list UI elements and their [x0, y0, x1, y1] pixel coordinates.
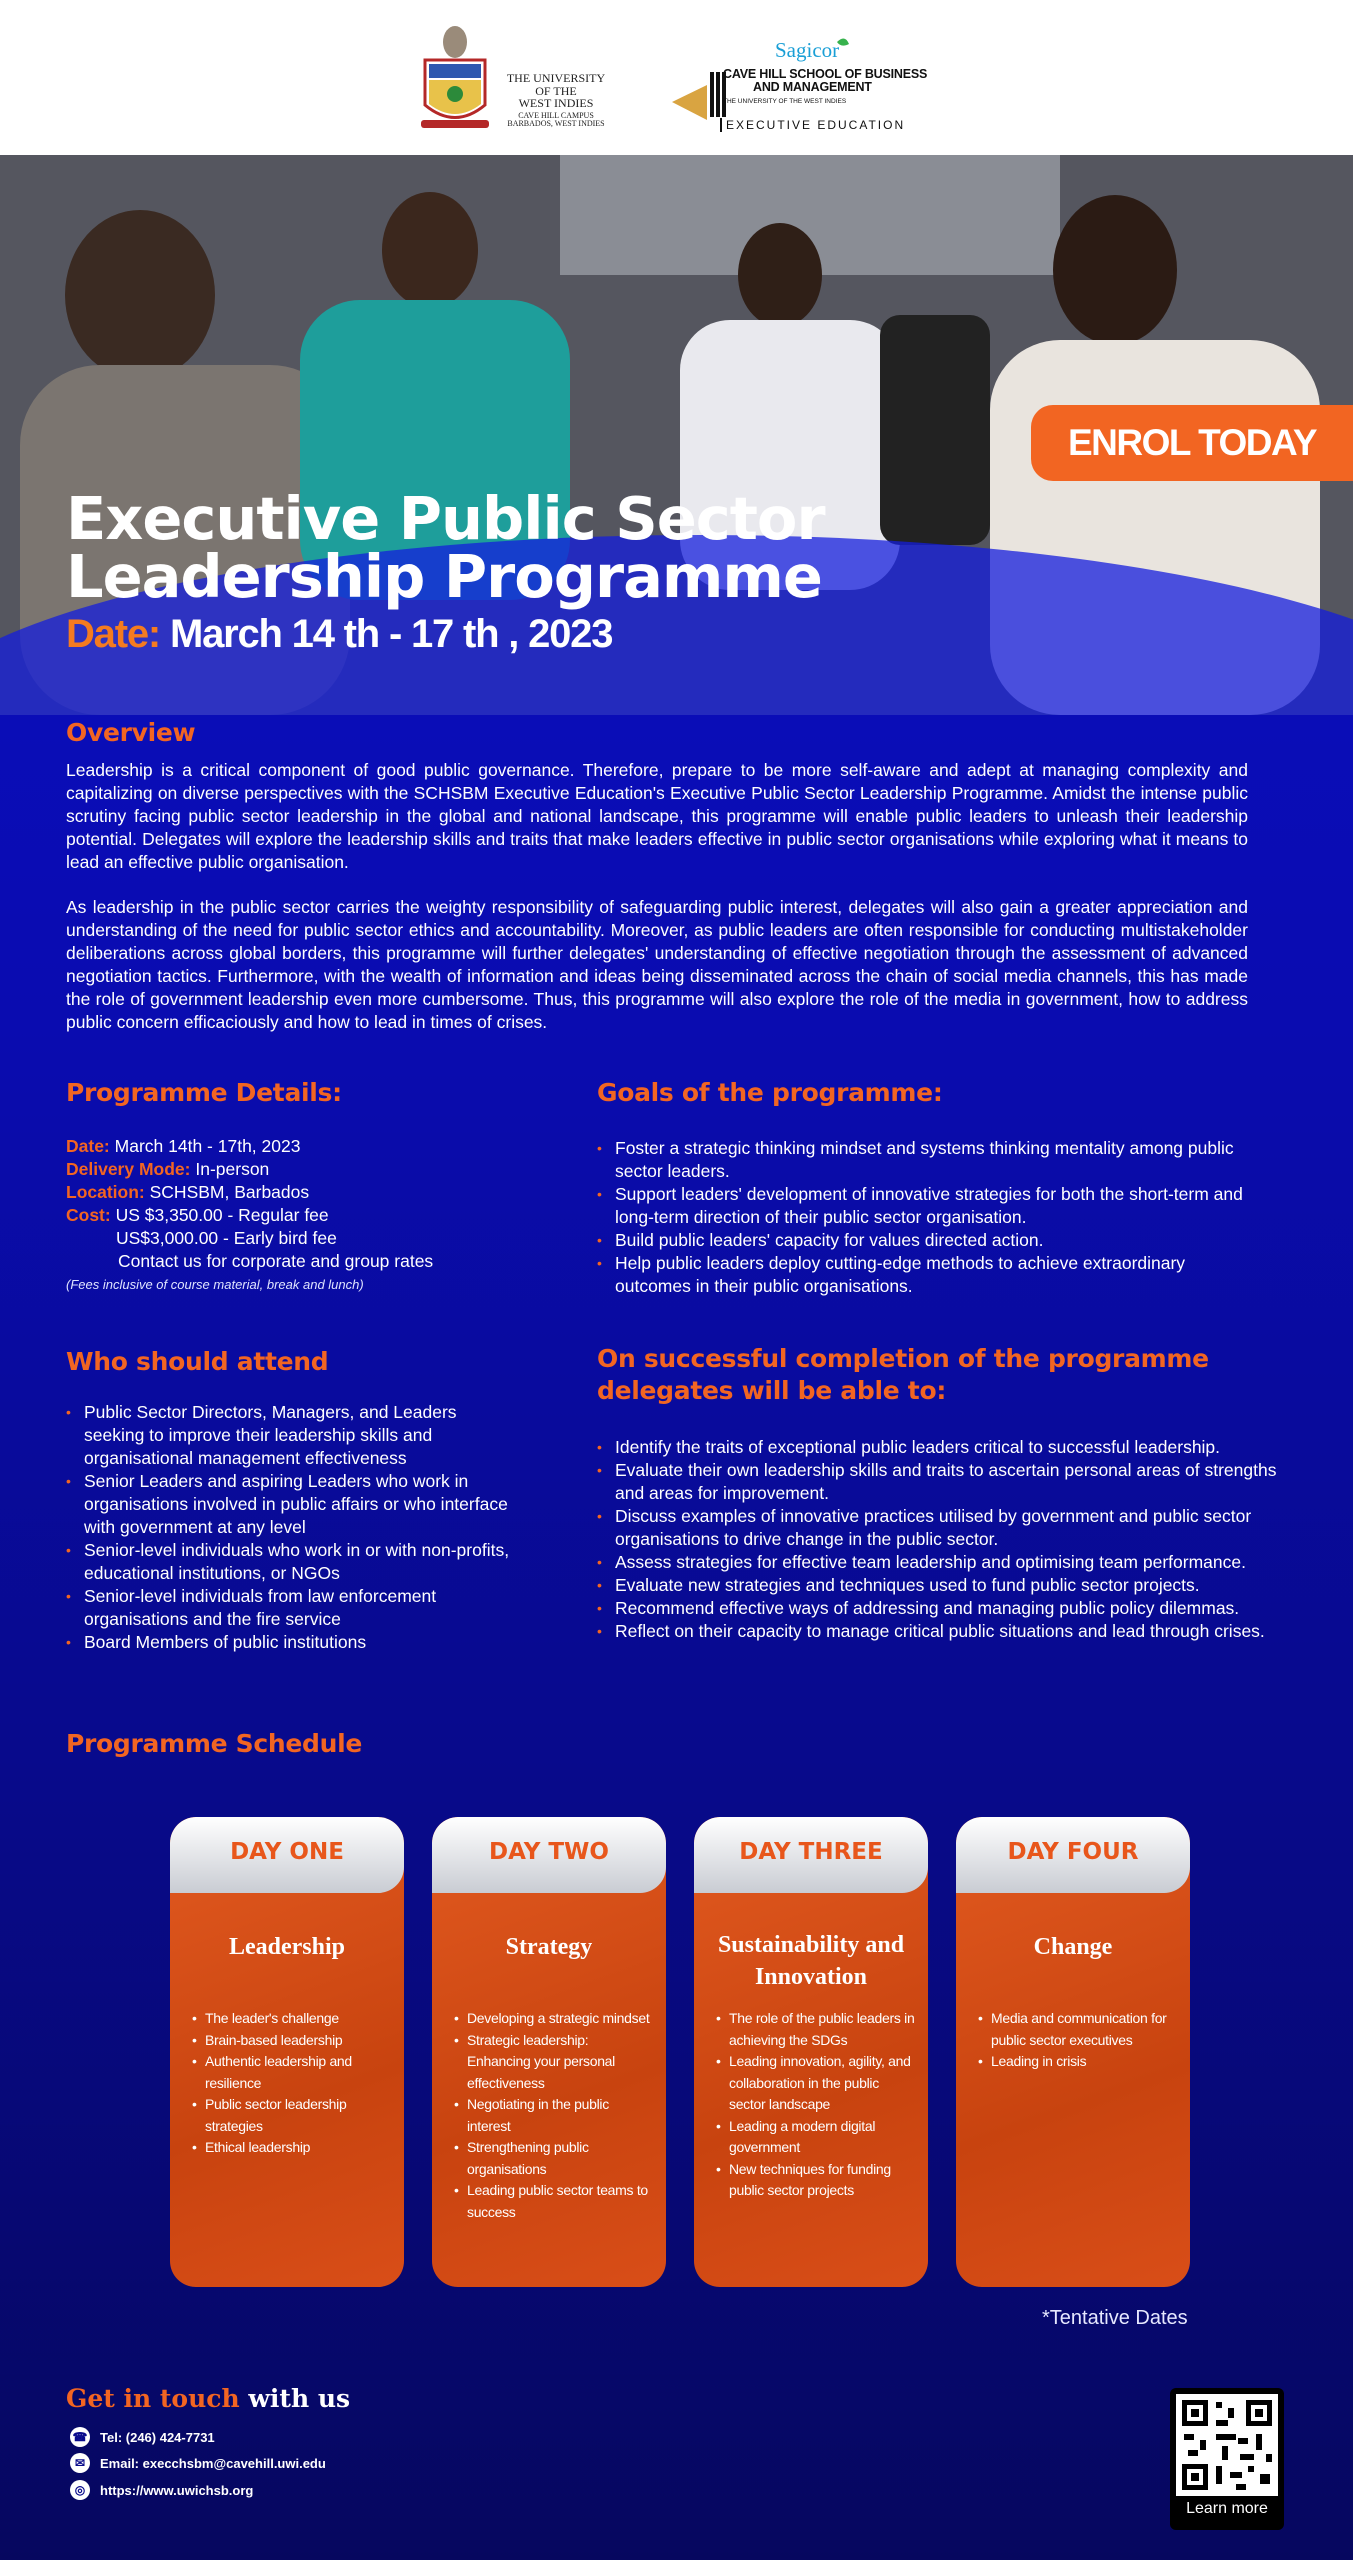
- topic-item: • Negotiating in the public interest: [454, 2094, 654, 2137]
- detail-key: Cost:: [66, 1205, 111, 1225]
- day-topics: [454, 2008, 654, 2223]
- list-item: • Identify the traits of exceptional public leaders critical to successful leadership.: [597, 1436, 1297, 1459]
- tentative-dates-note: *Tentative Dates: [1042, 2307, 1188, 2329]
- topic-item: • New techniques for funding public sector projects: [716, 2159, 916, 2202]
- programme-details: [66, 1135, 433, 1273]
- qr-learn-more-label[interactable]: Learn more: [1186, 2500, 1268, 2517]
- topic-item: • Public sector leadership strategies: [192, 2094, 392, 2137]
- day-title: Leadership: [228, 1934, 345, 1960]
- outcomes-heading-line: delegates will be able to:: [597, 1376, 947, 1405]
- hero-date: [66, 612, 612, 657]
- who-should-attend-heading: Who should attend: [66, 1347, 329, 1376]
- day-title: Sustainability and Innovation: [717, 1932, 905, 1990]
- list-item: • Evaluate new strategies and techniques used to fund public sector projects.: [597, 1574, 1297, 1597]
- uwi-wordmark: [500, 72, 612, 129]
- topic-item: • Leading a modern digital government: [716, 2116, 916, 2159]
- uwi-crest-logo: [415, 20, 495, 135]
- attend-list: [66, 1401, 516, 1654]
- list-item: • Recommend effective ways of addressing and managing public policy dilemmas.: [597, 1597, 1297, 1620]
- topic-item: • Leading in crisis: [978, 2051, 1178, 2073]
- list-item: • Board Members of public institutions: [66, 1631, 516, 1654]
- fees-note: (Fees inclusive of course material, break and lunch): [66, 1277, 364, 1292]
- uwi-line: CAVE HILL CAMPUS: [518, 110, 594, 120]
- school-name-line: AND MANAGEMENT: [753, 80, 872, 95]
- programme-details-heading: Programme Details:: [66, 1078, 342, 1107]
- list-item: • Foster a strategic thinking mindset and systems thinking mentality among public sector leaders.: [597, 1137, 1247, 1183]
- school-name: [723, 68, 927, 94]
- email-icon: ✉: [70, 2453, 90, 2473]
- email-row: [70, 2453, 326, 2473]
- detail-value: SCHSBM, Barbados: [149, 1182, 310, 1202]
- header-bar: [0, 0, 1353, 155]
- enrol-today-button[interactable]: ENROL TODAY: [1031, 405, 1353, 481]
- topic-item: • Leading public sector teams to success: [454, 2180, 654, 2223]
- list-item: • Help public leaders deploy cutting-edge methods to achieve extraordinary outcomes in their public organisations.: [597, 1252, 1247, 1298]
- website-link[interactable]: https://www.uwichsb.org: [100, 2482, 254, 2498]
- contact-heading-rest: with us: [239, 2384, 351, 2413]
- day-label: DAY ONE: [230, 1839, 344, 1865]
- list-item: • Senior Leaders and aspiring Leaders who work in organisations involved in public affairs or who interface with government at any level: [66, 1470, 516, 1539]
- topic-item: • Brain-based leadership: [192, 2030, 392, 2052]
- phone-number: Tel: (246) 424-7731: [100, 2429, 215, 2445]
- day-title: Strategy: [505, 1934, 593, 1960]
- topic-item: • Authentic leadership and resilience: [192, 2051, 392, 2094]
- topic-item: • Strengthening public organisations: [454, 2137, 654, 2180]
- detail-value: March 14th - 17th, 2023: [114, 1136, 301, 1156]
- day-label: DAY FOUR: [1007, 1839, 1139, 1865]
- outcomes-list: [597, 1436, 1297, 1643]
- email-address[interactable]: Email: execchsbm@cavehill.uwi.edu: [100, 2455, 326, 2471]
- phone-icon: ☎: [70, 2427, 90, 2447]
- website-row: [70, 2480, 253, 2500]
- day-card: [432, 1817, 666, 2287]
- list-item: • Reflect on their capacity to manage critical public situations and lead through crises.: [597, 1620, 1297, 1643]
- detail-key: Location:: [66, 1182, 145, 1202]
- day-topics: [192, 2008, 392, 2159]
- qr-code-image: [1176, 2394, 1278, 2496]
- topic-item: • Leading innovation, agility, and collaboration in the public sector landscape: [716, 2051, 916, 2116]
- list-item: • Assess strategies for effective team leadership and optimising team performance.: [597, 1551, 1297, 1574]
- uwi-line: WEST INDIES: [518, 96, 594, 111]
- detail-value: Contact us for corporate and group rates: [118, 1251, 434, 1271]
- uwi-line: BARBADOS, WEST INDIES: [507, 119, 605, 129]
- day-card: [170, 1817, 404, 2287]
- topic-item: • Developing a strategic mindset: [454, 2008, 654, 2030]
- day-topics: [716, 2008, 916, 2202]
- date-label: Date:: [66, 612, 161, 656]
- detail-value: US $3,350.00 - Regular fee: [115, 1205, 329, 1225]
- contact-heading-accent: Get in touch: [66, 2384, 240, 2413]
- qr-pattern: [1176, 2394, 1278, 2496]
- executive-education-label: EXECUTIVE EDUCATION: [720, 118, 905, 132]
- contact-heading: [66, 2384, 350, 2413]
- topic-item: • The leader's challenge: [192, 2008, 392, 2030]
- detail-value: US$3,000.00 - Early bird fee: [116, 1228, 337, 1248]
- date-value: March 14 th - 17 th , 2023: [169, 612, 613, 656]
- day-title: Change: [1033, 1934, 1113, 1960]
- overview-paragraph-1: Leadership is a critical component of good public governance. Therefore, prepare to be more self-aware and adept at managing complexity and capitalizing on diverse perspectives with the SCHSBM Executive Education's Executive Public Sector Leadership Programme. Amidst the intense public scrutiny facing public sector leadership in the global and national landscape, this programme will enable public leaders to unleash their leadership potential. Delegates will explore the leadership skills and traits that make leaders effective in public sector organisations while exploring what it means to lead an effective public organisation.: [66, 760, 1248, 872]
- topic-item: • Media and communication for public sector executives: [978, 2008, 1178, 2051]
- school-name-line: CAVE HILL SCHOOL OF BUSINESS: [723, 67, 928, 81]
- overview-paragraph-2: As leadership in the public sector carries the weighty responsibility of safeguarding public interest, delegates will also gain a greater appreciation and understanding of the need for public sector ethics and accountability. Moreover, as public leaders are often responsible for conducting multistakeholder deliberations across global borders, this programme will further delegates' understanding of effective negotiation through the assessment of advanced negotiation tactics. Furthermore, with the wealth of information and ideas being disseminated across the chain of social media channels, this has made the role of government leadership even more cumbersome. Thus, this programme will also explore the role of the media in government, how to address public concern efficaciously and how to lead in times of crises.: [66, 897, 1248, 1032]
- list-item: • Evaluate their own leadership skills and traits to ascertain personal areas of strengths and areas for improvement.: [597, 1459, 1297, 1505]
- phone-row: [70, 2427, 215, 2447]
- list-item: • Discuss examples of innovative practices utilised by government and public sector organisations to drive change in the public sector.: [597, 1505, 1297, 1551]
- topic-item: • Ethical leadership: [192, 2137, 392, 2159]
- globe-icon: ◎: [70, 2480, 90, 2500]
- qr-code[interactable]: [1170, 2388, 1284, 2530]
- goals-heading: Goals of the programme:: [597, 1078, 943, 1107]
- programme-title: [66, 484, 825, 611]
- day-card: [694, 1817, 928, 2287]
- goals-list: [597, 1137, 1247, 1298]
- topic-item: • The role of the public leaders in achieving the SDGs: [716, 2008, 916, 2051]
- overview-heading: Overview: [66, 718, 196, 747]
- day-label: DAY THREE: [739, 1839, 883, 1865]
- detail-key: Delivery Mode:: [66, 1159, 191, 1179]
- day-topics: [978, 2008, 1178, 2073]
- sagicor-wordmark: Sagicor: [775, 38, 840, 62]
- title-line: Executive Public Sector: [66, 484, 825, 553]
- list-item: • Public Sector Directors, Managers, and Leaders seeking to improve their leadership skills and organisational management effectiveness: [66, 1401, 516, 1470]
- detail-value: In-person: [195, 1159, 270, 1179]
- list-item: • Build public leaders' capacity for values directed action.: [597, 1229, 1247, 1252]
- uwi-line: THE UNIVERSITY: [506, 71, 606, 85]
- day-card: [956, 1817, 1190, 2287]
- uwi-line: OF THE: [535, 83, 577, 98]
- topic-item: • Strategic leadership: Enhancing your personal effectiveness: [454, 2030, 654, 2095]
- list-item: • Support leaders' development of innovative strategies for both the short-term and long-term direction of their public sector organisation.: [597, 1183, 1247, 1229]
- list-item: • Senior-level individuals who work in or with non-profits, educational institutions, or NGOs: [66, 1539, 516, 1585]
- school-subtitle: THE UNIVERSITY OF THE WEST INDIES: [723, 98, 847, 105]
- title-line: Leadership Programme: [66, 542, 822, 611]
- detail-key: Date:: [66, 1136, 110, 1156]
- outcomes-heading-line: On successful completion of the programme: [597, 1344, 1209, 1373]
- outcomes-heading: [597, 1343, 1209, 1407]
- day-label: DAY TWO: [489, 1839, 609, 1865]
- schedule-heading: Programme Schedule: [66, 1729, 363, 1758]
- list-item: • Senior-level individuals from law enforcement organisations and the fire service: [66, 1585, 516, 1631]
